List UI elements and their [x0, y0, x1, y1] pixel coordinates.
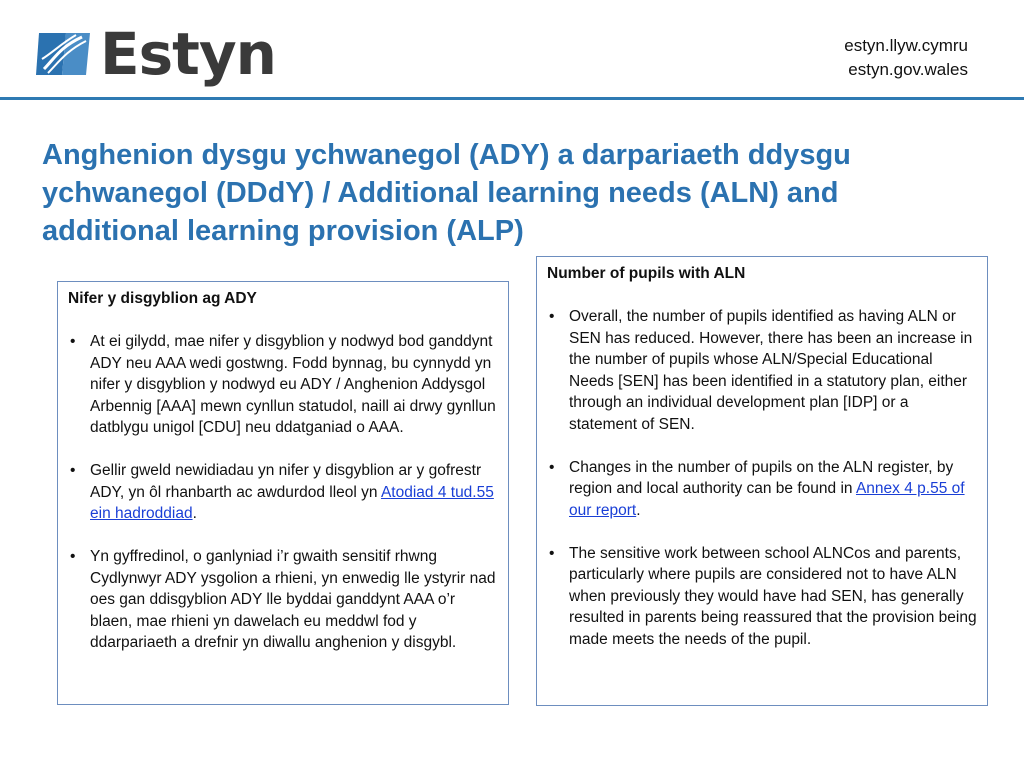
english-text-box: [536, 256, 988, 706]
welsh-site-link[interactable]: estyn.llyw.cymru: [844, 36, 968, 55]
welsh-bullet-2-end: .: [192, 505, 197, 522]
english-bullet-2-text: Changes in the number of pupils on the ALN register, by region and local authority can be found in: [569, 458, 954, 497]
english-bullet-2: [547, 457, 977, 522]
estyn-logo: [36, 22, 276, 86]
english-site-link[interactable]: estyn.gov.wales: [848, 60, 968, 79]
english-box-heading: Number of pupils with ALN: [547, 265, 746, 282]
page-header: [0, 0, 1024, 100]
english-bullet-2-end: .: [636, 501, 641, 519]
welsh-bullet-3: • Yn gyffredinol, o ganlyniad i’r gwaith sensitif rhwng Cydlynwyr ADY ysgolion a rhieni, yn enwedig lle ystyrir nad oes gan ddisgyblion ADY lle byddai ganddynt AAA o’r blaen, mae rhieni yn dawelach eu meddwl fod y ddarpariaeth a drefnir yn diwallu anghenion y disgybl.: [68, 546, 500, 654]
welsh-bullet-list: [68, 331, 500, 654]
site-links: [844, 34, 968, 82]
welsh-box-heading: Nifer y disgyblion ag ADY: [68, 290, 257, 307]
welsh-text-box: [57, 281, 509, 705]
logo-wordmark: Estyn: [100, 20, 276, 88]
english-bullet-list: [547, 306, 977, 650]
welsh-annex-link[interactable]: Atodiad 4 tud.55 ein hadroddiad: [90, 483, 494, 522]
english-bullet-1: • Overall, the number of pupils identified as having ALN or SEN has reduced. However, there has been an increase in the number of pupils whose ALN/Special Educational Needs [SEN] has been identified in a statutory plan, either through an individual development plan [IDP] or a statement of SEN.: [547, 306, 977, 435]
slide-title: Anghenion dysgu ychwanegol (ADY) a darpariaeth ddysgu ychwanegol (DDdY) / Additional learning needs (ALN) and additional learning provision (ALP): [42, 139, 851, 247]
estyn-logo-icon: [36, 29, 90, 79]
english-bullet-3: • The sensitive work between school ALNCos and parents, particularly where pupils are considered not to have ALN when previously they would have had SEN, has generally resulted in parents being reassured that the provision being made meets the needs of the pupil.: [547, 543, 977, 651]
header-divider: [0, 97, 1024, 100]
welsh-bullet-2-text: Gellir gweld newidiadau yn nifer y disgyblion ar y gofrestr ADY, yn ôl rhanbarth ac awdurdod lleol yn: [90, 462, 482, 501]
english-annex-link[interactable]: Annex 4 p.55 of our report: [569, 480, 965, 519]
welsh-bullet-1: • At ei gilydd, mae nifer y disgyblion y nodwyd bod ganddynt ADY neu AAA wedi gostwng. Fodd bynnag, bu cynnydd yn nifer y disgyblion y nodwyd eu ADY / Anghenion Addysgol Arbennig [AAA] mewn cynllun statudol, naill ai drwy gynllun datblygu unigol [CDU] neu ddatganiad o AAA.: [68, 331, 500, 439]
welsh-bullet-2: [68, 460, 500, 525]
